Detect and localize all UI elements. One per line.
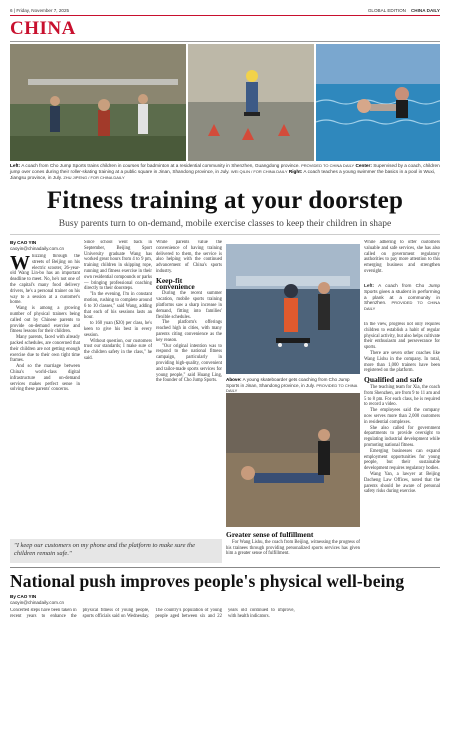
paragraph: During the recent summer vacation, mobile sports training platforms saw a sharp increase in demand, fitting into families' flexible schedules. <box>156 291 222 320</box>
paragraph <box>10 254 80 306</box>
plank-photo <box>226 393 360 527</box>
paragraph: Wang is among a growing number of physical trainers being called out by Chinese parents to provide on-demand exercise and fitness lessons for their children. <box>10 306 80 335</box>
right-caption-text: A coach from Cho Jump Sports gives a student in performing a plank at a community in Shenzhen. <box>364 283 440 306</box>
paragraph: The teaching team for Xia, the coach from Shenzhen, are from 9 to 11 am and 5 to 8 pm. For each class, he is required to record a video. <box>364 384 440 408</box>
page-number: 6 <box>10 7 13 13</box>
paragraph: Many parents, faced with already packed schedules, are concerned that their children are not getting enough exercise due to their own tight time frames. <box>10 335 80 364</box>
roller-skating-photo <box>188 44 314 161</box>
right-caption-credit: PROVIDED TO CHINA DAILY <box>364 300 440 312</box>
badminton-photo <box>10 44 186 161</box>
paragraph: Concerted steps have been taken in recent years to enhance the physical fitness of young people, sports officials said on Wednesday. The country's population of young people aged between six and 22 years old continued to improve, with health indicators. <box>10 608 295 619</box>
caption-left-credit: PROVIDED TO CHINA DAILY <box>301 163 355 168</box>
right-caption <box>364 283 440 319</box>
story-separator <box>10 567 440 568</box>
red-rule <box>10 15 440 16</box>
caption-right-label: Right: <box>288 169 303 174</box>
fulfillment-section <box>226 529 360 565</box>
paragraph: "Our original intention was to respond to the national fitness campaign, particularly in providing high-quality, convenient and tailor-made sports services for young people," said Huang Ling, the founder of Cho Jump Sports. <box>156 343 222 384</box>
pull-quote: "I keep our customers on my phone and the platform to make sure the children remain safe." <box>14 542 196 557</box>
photo-caption-strip <box>10 163 440 181</box>
paragraph: And so the marriage between China's world-class digital infrastructure and on-demand services makes perfect sense in solving these parents' concerns. <box>10 364 80 393</box>
skateboard-photo <box>226 244 360 374</box>
paper-tag <box>368 8 440 13</box>
section-rule <box>10 41 440 42</box>
caption-right-credit: ZHU JIPENG / FOR CHINA DAILY <box>63 175 125 180</box>
above-caption-credit: PROVIDED TO CHINA DAILY <box>226 382 358 394</box>
second-byline-email: caoyin@chinadaily.com.cn <box>10 600 65 605</box>
subhead-qualified: Qualified and safe <box>364 375 423 385</box>
paragraph <box>364 283 440 312</box>
caption-left-label: Left: <box>10 163 21 168</box>
main-column-4 <box>364 240 440 280</box>
headline-rule <box>10 234 440 235</box>
main-column-1 <box>10 254 80 534</box>
paragraph: Without question, our customers trust our standards; I make sure of the children safety in the class," he said. <box>84 338 152 361</box>
paper-name: CHINA DAILY <box>410 7 440 13</box>
main-column-5 <box>364 322 440 562</box>
section-title: CHINA <box>10 18 76 39</box>
skateboard-illustration <box>226 244 360 374</box>
byline-email: caoyin@chinadaily.com.cn <box>10 246 65 251</box>
edition-date: Friday, November 7, 2025 <box>16 7 70 13</box>
paragraph: Emerging businesses can expand employment opportunities for young people, but their sustainable development requires regulatory bodies. <box>364 448 440 472</box>
main-column-2 <box>84 240 152 534</box>
second-headline: National push improves people's physical well-being <box>10 571 405 591</box>
paragraph: The platform's offerings reached high in cities, with many parents citing convenience as the key reason. <box>156 320 222 343</box>
plank-illustration <box>226 393 360 527</box>
main-deck: Busy parents turn to on-demand, mobile exercise classes to keep their children in shape <box>58 219 392 229</box>
caption-left-text: A coach from Cho Jump Sports trains children in courses for badminton at a residential community in Shenzhen, Guangdong province. <box>21 163 300 168</box>
paragraph: The employees said the company now serves more than 2,000 customers in residential complexes. <box>364 408 440 425</box>
right-caption-label: Left: <box>364 283 375 288</box>
paragraph: Wang Yan, a lawyer at Beijing Dacheng Law Offices, noted that the parents should be aware of personal safety risks during exercise. <box>364 471 440 495</box>
pull-quote-box <box>10 539 222 563</box>
date-line: 6 | Friday, November 7, 2025 <box>10 7 70 13</box>
top-strip <box>10 6 440 14</box>
paragraph: While adhering to offer customers valuable and safe services, she has also called on government regulatory authorities to pay more attention to this emerging business and strengthen oversight. <box>364 240 440 274</box>
paragraph: Since school went back in September, Beijing Sport University graduate Wang has worked great hours from 4 to 9 pm, training children in skipping rope, running and fitness exercise in their own residential compounds or parks — bringing professional coaching directly to their doorsteps. <box>84 240 152 292</box>
paragraph: For Wang Lishu, the coach from Beijing, witnessing the progress of his trainees through providing personalized sports services has given him a greater sense of fulfillment. <box>226 539 360 557</box>
paragraph: While parents value the convenience of having training delivered to them, the service is also helping with the continued advancement of China's sports industry. <box>156 240 222 274</box>
swimming-photo <box>316 44 440 161</box>
above-caption-label: Above: <box>226 377 242 382</box>
paragraph: "In the evening, I'm in constant motion, rushing to complete around 6 to 10 classes," said Wang, adding that each of his sessions lasts an hour. <box>84 292 152 321</box>
paragraph: There are seven other coaches like Wang Lishu in the company. In total, more than 1,000 trainers have been registered on the platform. <box>364 350 440 374</box>
main-headline: Fitness training at your doorstep <box>46 187 404 214</box>
dropcap: W <box>10 254 30 274</box>
subhead-fulfillment: Greater sense of fulfillment <box>226 530 314 539</box>
caption-center-text: Supervised by a coach, children jump over cones during their roller-skating training at a public square in Jinan, Shandong province, in July. <box>10 163 440 174</box>
badminton-illustration <box>10 44 186 161</box>
caption-center-label: Center: <box>355 163 372 168</box>
caption-center-credit: WEI QILIN / FOR CHINA DAILY <box>230 169 288 174</box>
skateboard-caption <box>226 377 360 394</box>
byline-name: By CAO YIN <box>10 240 37 245</box>
roller-skating-illustration <box>188 44 314 161</box>
main-byline <box>10 240 90 252</box>
paragraph: to 160 yuan ($20) per class, he's keen to give his best in every session. <box>84 321 152 338</box>
subhead-keep-fit: Keep-fit convenience <box>156 275 195 291</box>
edition-name: GLOBAL EDITION <box>367 7 406 13</box>
above-caption-text: A young skateboarder gets coaching from Cho Jump Sports in Jinan, Shandong province, in July. <box>226 377 350 388</box>
main-column-3 <box>156 240 222 534</box>
swimming-illustration <box>316 44 440 161</box>
paragraph: In the view, progress not only requires children to establish a habit of regular physical activity, but also helps cultivate their enthusiasm and perseverance for sports. <box>364 322 440 351</box>
caption-right-text: A coach teaches a young swimmer the basics in a pool in Wuxi, Jiangsu province, in July. <box>10 169 436 180</box>
second-byline-name: By CAO YIN <box>10 594 37 599</box>
second-column-1 <box>10 608 440 742</box>
second-byline <box>10 594 64 606</box>
paragraph-text: hizzing through the streets of Beijing on his electric scooter, 26-year-old Wang Lin-bo has an important deadline to meet. No, he's not one of the capital's many food delivery drivers, he's a personal trainer on his way to a session at a customer's home. <box>10 254 80 306</box>
paragraph: She also called for government departments to provide oversight to regulating industrial development while promoting national fitness. <box>364 425 440 448</box>
